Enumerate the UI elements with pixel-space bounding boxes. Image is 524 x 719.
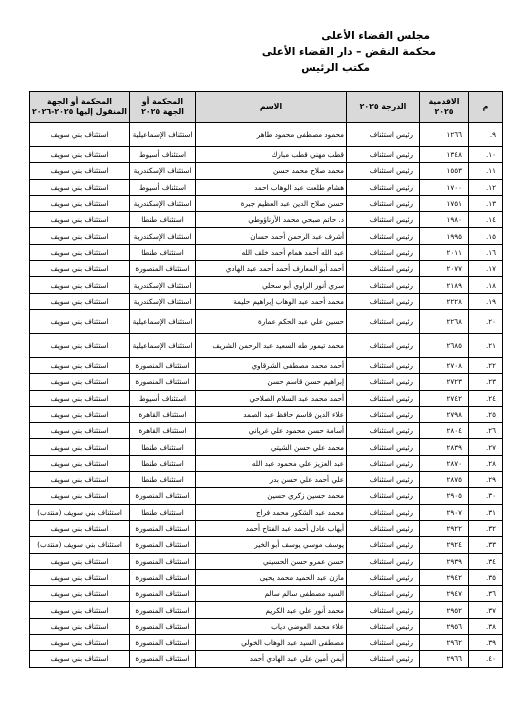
row-number: ٣٥. — [469, 569, 503, 585]
transfers-table — [29, 91, 503, 668]
row-name: يوسف موسي يوسف أبو الخير — [196, 537, 347, 553]
table-row — [30, 586, 503, 602]
row-grade: رئيس استئناف — [347, 244, 420, 260]
table-row — [30, 147, 503, 163]
row-seniority: ٢٨٠٤ — [420, 423, 469, 439]
table-row — [30, 651, 503, 667]
row-grade: رئيس استئناف — [347, 333, 420, 357]
table-row — [30, 333, 503, 357]
row-grade: رئيس استئناف — [347, 228, 420, 244]
row-court-from: استئناف طنطا — [130, 212, 196, 228]
row-name: سري أنور الراوي أبو سحلي — [196, 277, 347, 293]
row-seniority: ٢٠١١ — [420, 244, 469, 260]
row-court-to: استئناف بني سويف — [30, 228, 130, 244]
row-court-to: استئناف بني سويف — [30, 333, 130, 357]
row-grade: رئيس استئناف — [347, 195, 420, 211]
table-row — [30, 357, 503, 373]
row-seniority: ٢٩٤٢ — [420, 569, 469, 585]
table-row — [30, 374, 503, 390]
row-court-from: استئناف المنصورة — [130, 602, 196, 618]
table-row — [30, 309, 503, 333]
row-grade: رئيس استئناف — [347, 472, 420, 488]
row-number: ٩. — [469, 123, 503, 147]
row-seniority: ٢٧٩٨ — [420, 406, 469, 422]
row-number: ١٩. — [469, 293, 503, 309]
table-body — [30, 123, 503, 668]
row-court-to: استئناف بني سويف — [30, 212, 130, 228]
row-court-from: استئناف أسيوط — [130, 390, 196, 406]
row-court-to: استئناف بني سويف — [30, 406, 130, 422]
row-seniority: ١٣٤٨ — [420, 147, 469, 163]
row-seniority: ٢٩٠٥ — [420, 488, 469, 504]
row-name: علاء الدين قاسم حافظ عبد الصمد — [196, 406, 347, 422]
table-row — [30, 439, 503, 455]
table-row — [30, 537, 503, 553]
row-name: أيمن أمين علي عبد الهادي أحمد — [196, 651, 347, 667]
row-court-to: استئناف بني سويف — [30, 520, 130, 536]
row-name: قطب مهني قطب مبارك — [196, 147, 347, 163]
row-court-from: استئناف القاهرة — [130, 406, 196, 422]
row-grade: رئيس استئناف — [347, 602, 420, 618]
row-seniority: ١٢٦٦ — [420, 123, 469, 147]
row-grade: رئيس استئناف — [347, 357, 420, 373]
row-grade: رئيس استئناف — [347, 277, 420, 293]
row-number: ٢٥. — [469, 406, 503, 422]
row-court-to: استئناف بني سويف — [30, 195, 130, 211]
row-court-from: استئناف القاهرة — [130, 423, 196, 439]
row-grade: رئيس استئناف — [347, 569, 420, 585]
row-court-to: استئناف بني سويف — [30, 423, 130, 439]
row-name: محمد عبد الشكور محمد فراج — [196, 504, 347, 520]
col-header-seniority: الاقدمية ٢٠٢٥ — [420, 92, 469, 123]
row-name: السيد مصطفى سالم سالم — [196, 586, 347, 602]
row-number: ٤٠. — [469, 651, 503, 667]
row-number: ٢٤. — [469, 390, 503, 406]
row-seniority: ٢٩٤٧ — [420, 586, 469, 602]
row-grade: رئيس استئناف — [347, 390, 420, 406]
row-court-from: استئناف الإسكندرية — [130, 163, 196, 179]
row-name: محمد صلاح محمد حسن — [196, 163, 347, 179]
table-row — [30, 406, 503, 422]
row-court-from: استئناف المنصورة — [130, 488, 196, 504]
row-court-to: استئناف بني سويف — [30, 651, 130, 667]
row-court-to: استئناف بني سويف — [30, 618, 130, 634]
row-name: عبد العزيز علي محمود عبد الله — [196, 455, 347, 471]
row-grade: رئيس استئناف — [347, 293, 420, 309]
row-number: ٢٠. — [469, 309, 503, 333]
row-number: ١١. — [469, 163, 503, 179]
row-court-from: استئناف الإسماعيلية — [130, 333, 196, 357]
row-number: ٢١. — [469, 333, 503, 357]
row-court-from: استئناف المنصورة — [130, 651, 196, 667]
row-seniority: ٢٩٦٢ — [420, 635, 469, 651]
row-court-from: استئناف المنصورة — [130, 357, 196, 373]
row-court-to: استئناف بني سويف — [30, 309, 130, 333]
row-name: محمد حسين زكري حسين — [196, 488, 347, 504]
table-row — [30, 455, 503, 471]
table-row — [30, 293, 503, 309]
row-number: ١٠. — [469, 147, 503, 163]
row-seniority: ١٧٠٠ — [420, 179, 469, 195]
row-grade: رئيس استئناف — [347, 439, 420, 455]
row-grade: رئيس استئناف — [347, 651, 420, 667]
row-court-to: استئناف بني سويف — [30, 390, 130, 406]
row-number: ١٨. — [469, 277, 503, 293]
row-court-from: استئناف الإسكندرية — [130, 293, 196, 309]
row-court-to: استئناف بني سويف — [30, 123, 130, 147]
row-grade: رئيس استئناف — [347, 163, 420, 179]
row-court-from: استئناف طنطا — [130, 244, 196, 260]
row-court-to: استئناف بني سويف — [30, 569, 130, 585]
row-grade: رئيس استئناف — [347, 586, 420, 602]
row-seniority: ٢٩٥٢ — [420, 602, 469, 618]
row-seniority: ٢٩٢٢ — [420, 520, 469, 536]
row-court-to: استئناف بني سويف — [30, 357, 130, 373]
office-title: مكتب الرئيس — [301, 62, 370, 74]
table-row — [30, 618, 503, 634]
row-seniority: ٢٩٥٦ — [420, 618, 469, 634]
row-court-from: استئناف المنصورة — [130, 635, 196, 651]
row-name: مصطفى السيد عبد الوهاب الخولي — [196, 635, 347, 651]
row-court-from: استئناف المنصورة — [130, 537, 196, 553]
table-row — [30, 277, 503, 293]
row-seniority: ٢٧٠٨ — [420, 357, 469, 373]
row-grade: رئيس استئناف — [347, 455, 420, 471]
table-row — [30, 163, 503, 179]
row-grade: رئيس استئناف — [347, 618, 420, 634]
row-number: ١٥. — [469, 228, 503, 244]
row-court-to: استئناف بني سويف — [30, 439, 130, 455]
row-court-to: استئناف بني سويف — [30, 455, 130, 471]
row-number: ٢٩. — [469, 472, 503, 488]
row-court-to: استئناف بني سويف — [30, 179, 130, 195]
row-court-from: استئناف المنصورة — [130, 586, 196, 602]
row-grade: رئيس استئناف — [347, 374, 420, 390]
row-number: ٢٣. — [469, 374, 503, 390]
row-grade: رئيس استئناف — [347, 261, 420, 277]
table-row — [30, 569, 503, 585]
row-number: ١٣. — [469, 195, 503, 211]
row-seniority: ٢٦٨٥ — [420, 333, 469, 357]
row-name: علي أحمد علي حسن بدر — [196, 472, 347, 488]
row-number: ٣٤. — [469, 553, 503, 569]
table-row — [30, 195, 503, 211]
table-row — [30, 179, 503, 195]
row-name: محمد تيمور طه السعيد عبد الرحمن الشريف — [196, 333, 347, 357]
row-court-from: استئناف أسيوط — [130, 147, 196, 163]
council-title: مجلس القضاء الأعلى — [321, 30, 430, 42]
row-court-from: استئناف الإسماعيلية — [130, 123, 196, 147]
row-seniority: ٢٩٢٤ — [420, 537, 469, 553]
row-grade: رئيس استئناف — [347, 212, 420, 228]
row-number: ٣٢. — [469, 520, 503, 536]
row-number: ٣٠. — [469, 488, 503, 504]
row-grade: رئيس استئناف — [347, 309, 420, 333]
row-number: ٢٧. — [469, 439, 503, 455]
row-seniority: ٢٨٧٥ — [420, 472, 469, 488]
row-court-from: استئناف المنصورة — [130, 569, 196, 585]
row-number: ٢٢. — [469, 357, 503, 373]
table-row — [30, 228, 503, 244]
row-seniority: ١٩٨٠ — [420, 212, 469, 228]
row-court-from: استئناف طنطا — [130, 504, 196, 520]
row-grade: رئيس استئناف — [347, 504, 420, 520]
row-court-from: استئناف الإسماعيلية — [130, 309, 196, 333]
row-number: ١٢. — [469, 179, 503, 195]
row-seniority: ٢٧٢٣ — [420, 374, 469, 390]
row-court-from: استئناف المنصورة — [130, 261, 196, 277]
table-row — [30, 488, 503, 504]
row-seniority: ٢٨٣٩ — [420, 439, 469, 455]
table-row — [30, 423, 503, 439]
row-grade: رئيس استئناف — [347, 423, 420, 439]
row-court-to: استئناف بني سويف — [30, 374, 130, 390]
row-seniority: ٢٩٦٦ — [420, 651, 469, 667]
col-header-court-from: المحكمة أو الجهة ٢٠٢٥ — [130, 92, 196, 123]
col-header-court-to: المحكمة أو الجهة المنقول إليها ٢٠٢٥-٢٠٢٦ — [30, 92, 130, 123]
row-grade: رئيس استئناف — [347, 179, 420, 195]
row-court-to: استئناف بني سويف — [30, 602, 130, 618]
row-name: هشام طلعت عبد الوهاب احمد — [196, 179, 347, 195]
row-number: ٣١. — [469, 504, 503, 520]
row-court-from: استئناف الإسكندرية — [130, 228, 196, 244]
table-header-row — [30, 92, 503, 123]
col-header-grade: الدرجة ٢٠٢٥ — [347, 92, 420, 123]
row-seniority: ٢٠٧٧ — [420, 261, 469, 277]
row-seniority: ٢٧٤٢ — [420, 390, 469, 406]
row-name: أحمد أبو المعارف أحمد أحمد عبد الهادي — [196, 261, 347, 277]
row-seniority: ١٩٩٥ — [420, 228, 469, 244]
row-grade: رئيس استئناف — [347, 147, 420, 163]
court-title: محكمة النقض – دار القضاء الأعلى — [261, 46, 436, 58]
row-seniority: ١٥٥٣ — [420, 163, 469, 179]
row-court-to: استئناف بني سويف — [30, 488, 130, 504]
row-court-to: استئناف بني سويف — [30, 261, 130, 277]
table-row — [30, 635, 503, 651]
row-name: حسن صلاح الدين عبد العظيم جبرة — [196, 195, 347, 211]
row-court-from: استئناف المنصورة — [130, 553, 196, 569]
table-row — [30, 123, 503, 147]
row-number: ١٤. — [469, 212, 503, 228]
row-court-from: استئناف المنصورة — [130, 520, 196, 536]
row-court-to: استئناف بني سويف — [30, 277, 130, 293]
table-row — [30, 602, 503, 618]
row-court-from: استئناف الإسكندرية — [130, 195, 196, 211]
row-grade: رئيس استئناف — [347, 553, 420, 569]
row-court-to: استئناف بني سويف (منتدب) — [30, 537, 130, 553]
row-court-from: استئناف طنطا — [130, 455, 196, 471]
row-grade: رئيس استئناف — [347, 406, 420, 422]
row-grade: رئيس استئناف — [347, 488, 420, 504]
row-name: محمود مصطفى محمود طاهر — [196, 123, 347, 147]
row-grade: رئيس استئناف — [347, 123, 420, 147]
row-number: ٣٣. — [469, 537, 503, 553]
table-row — [30, 472, 503, 488]
row-name: محمد علي حسن الشيتي — [196, 439, 347, 455]
row-court-from: استئناف طنطا — [130, 472, 196, 488]
col-header-name: الاسم — [196, 92, 347, 123]
row-name: أحمد محمد مصطفى الشرقاوي — [196, 357, 347, 373]
row-court-to: استئناف بني سويف — [30, 244, 130, 260]
row-court-to: استئناف بني سويف — [30, 472, 130, 488]
row-name: أشرف عبد الرحمن أحمد حسان — [196, 228, 347, 244]
row-court-to: استئناف بني سويف — [30, 163, 130, 179]
row-court-to: استئناف بني سويف — [30, 586, 130, 602]
row-name: أحمد محمد عبد السلام الصلاحي — [196, 390, 347, 406]
row-number: ٣٧. — [469, 602, 503, 618]
row-number: ٢٦. — [469, 423, 503, 439]
row-court-from: استئناف طنطا — [130, 439, 196, 455]
row-name: عبد الله أحمد همام أحمد خلف الله — [196, 244, 347, 260]
row-seniority: ٢١٨٩ — [420, 277, 469, 293]
row-seniority: ٢٨٧٠ — [420, 455, 469, 471]
row-court-from: استئناف أسيوط — [130, 179, 196, 195]
row-name: حسين علي عبد الحكم عمارة — [196, 309, 347, 333]
row-seniority: ٢٩٣٩ — [420, 553, 469, 569]
row-number: ٣٦. — [469, 586, 503, 602]
table-row — [30, 390, 503, 406]
row-court-to: استئناف بني سويف — [30, 553, 130, 569]
table-row — [30, 261, 503, 277]
row-court-to: استئناف بني سويف (منتدب) — [30, 504, 130, 520]
row-name: أيهاب عادل أحمد عبد الفتاح أحمد — [196, 520, 347, 536]
row-court-from: استئناف المنصورة — [130, 618, 196, 634]
row-court-from: استئناف الإسكندرية — [130, 277, 196, 293]
row-number: ٢٨. — [469, 455, 503, 471]
row-seniority: ٢٢٢٨ — [420, 293, 469, 309]
row-seniority: ٢٢٦٨ — [420, 309, 469, 333]
row-name: إبراهيم حسن قاسم حسن — [196, 374, 347, 390]
table-row — [30, 212, 503, 228]
table-row — [30, 244, 503, 260]
row-seniority: ١٧٥١ — [420, 195, 469, 211]
document-header — [262, 28, 436, 76]
row-court-from: استئناف المنصورة — [130, 374, 196, 390]
row-number: ١٦. — [469, 244, 503, 260]
table-row — [30, 520, 503, 536]
row-name: أسامة حسن محمود علي غرياني — [196, 423, 347, 439]
row-seniority: ٢٩٠٧ — [420, 504, 469, 520]
row-name: محمد أحمد عبد الوهاب إبراهيم حليمة — [196, 293, 347, 309]
row-grade: رئيس استئناف — [347, 520, 420, 536]
table-row — [30, 504, 503, 520]
row-name: د. حاتم صبحي محمد الأرناؤوطي — [196, 212, 347, 228]
row-name: مازن عبد الحميد محمد يحيى — [196, 569, 347, 585]
row-court-to: استئناف بني سويف — [30, 635, 130, 651]
row-number: ٣٨. — [469, 618, 503, 634]
row-number: ٣٩. — [469, 635, 503, 651]
row-court-to: استئناف بني سويف — [30, 147, 130, 163]
row-grade: رئيس استئناف — [347, 635, 420, 651]
row-name: محمد أنور علي عبد الكريم — [196, 602, 347, 618]
row-court-to: استئناف بني سويف — [30, 293, 130, 309]
row-number: ١٧. — [469, 261, 503, 277]
col-header-number: م — [469, 92, 503, 123]
row-name: علاء محمد العوضي دياب — [196, 618, 347, 634]
row-grade: رئيس استئناف — [347, 537, 420, 553]
row-name: حسن عمرو حسن الحسيني — [196, 553, 347, 569]
table-row — [30, 553, 503, 569]
